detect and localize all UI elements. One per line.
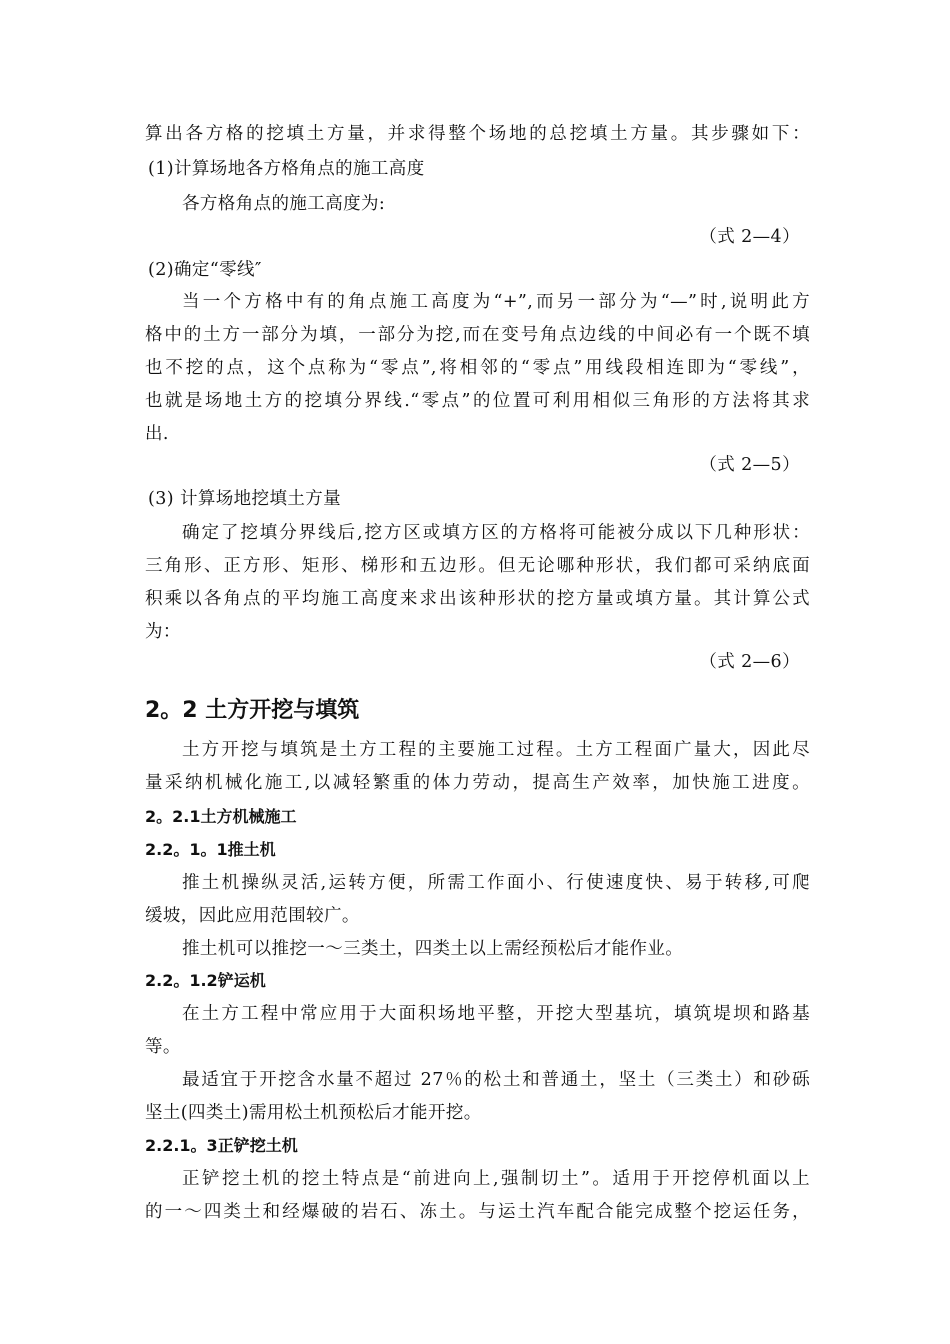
paragraph-line: 坚土(四类土)需用松土机预松后才能开挖。	[145, 1103, 482, 1123]
paragraph-line: 也就是场地土方的挖填分界线.“零点”的位置可利用相似三角形的方法将其求	[145, 391, 810, 411]
paragraph-line: 最适宜于开挖含水量不超过 27％的松土和普通土，坚土（三类土）和砂砾	[182, 1070, 810, 1090]
paragraph-line: 出.	[145, 424, 169, 444]
paragraph-line: 确定了挖填分界线后,挖方区或填方区的方格将可能被分成以下几种形状：	[182, 523, 810, 543]
subsubsection-heading: 2.2。1.2铲运机	[145, 971, 266, 990]
paragraph-line: 也不挖的点，这个点称为“零点”,将相邻的“零点”用线段相连即为“零线”，	[145, 358, 810, 378]
paragraph-line: 正铲挖土机的挖土特点是“前进向上,强制切土”。适用于开挖停机面以上	[182, 1169, 810, 1189]
paragraph-line: 为：	[145, 622, 181, 642]
paragraph-line: 土方开挖与填筑是土方工程的主要施工过程。土方工程面广量大，因此尽	[182, 740, 810, 760]
paragraph-line: 等。	[145, 1037, 181, 1057]
paragraph-line: 算出各方格的挖填土方量，并求得整个场地的总挖填土方量。其步骤如下：	[145, 124, 810, 144]
subsection-heading: 2。2.1土方机械施工	[145, 807, 297, 826]
section-heading: 2。2 土方开挖与填筑	[145, 698, 360, 723]
subsubsection-heading: 2.2。1。1推土机	[145, 840, 276, 859]
step-3-heading: (3) 计算场地挖填土方量	[148, 489, 342, 509]
paragraph-line: 三角形、正方形、矩形、梯形和五边形。但无论哪种形状，我们都可采纳底面	[145, 556, 810, 576]
paragraph-line: 量采纳机械化施工,以减轻繁重的体力劳动，提高生产效率，加快施工进度。	[145, 773, 810, 793]
equation-number: （式 2—4）	[699, 227, 800, 247]
step-1-heading: (1)计算场地各方格角点的施工高度	[148, 159, 425, 179]
paragraph-line: 推土机可以推挖一～三类土，四类土以上需经预松后才能作业。	[182, 939, 684, 959]
step-2-heading: (2)确定“零线″	[148, 260, 262, 280]
paragraph-line: 在土方工程中常应用于大面积场地平整，开挖大型基坑，填筑堤坝和路基	[182, 1004, 810, 1024]
equation-number: （式 2—5）	[699, 455, 800, 475]
paragraph-line: 格中的土方一部分为填，一部分为挖,而在变号角点边线的中间必有一个既不填	[145, 325, 810, 345]
subsubsection-heading: 2.2.1。3正铲挖土机	[145, 1136, 298, 1155]
equation-number: （式 2—6）	[699, 652, 800, 672]
paragraph-line: 当一个方格中有的角点施工高度为“+”,而另一部分为“—”时,说明此方	[182, 292, 810, 312]
paragraph-line: 缓坡，因此应用范围较广。	[145, 906, 360, 926]
paragraph-line: 积乘以各角点的平均施工高度来求出该种形状的挖方量或填方量。其计算公式	[145, 589, 810, 609]
paragraph-line: 的一～四类土和经爆破的岩石、冻土。与运土汽车配合能完成整个挖运任务，	[145, 1202, 810, 1222]
paragraph-line: 各方格角点的施工高度为:	[182, 194, 386, 214]
paragraph-line: 推土机操纵灵活,运转方便，所需工作面小、行使速度快、易于转移,可爬	[182, 873, 810, 893]
